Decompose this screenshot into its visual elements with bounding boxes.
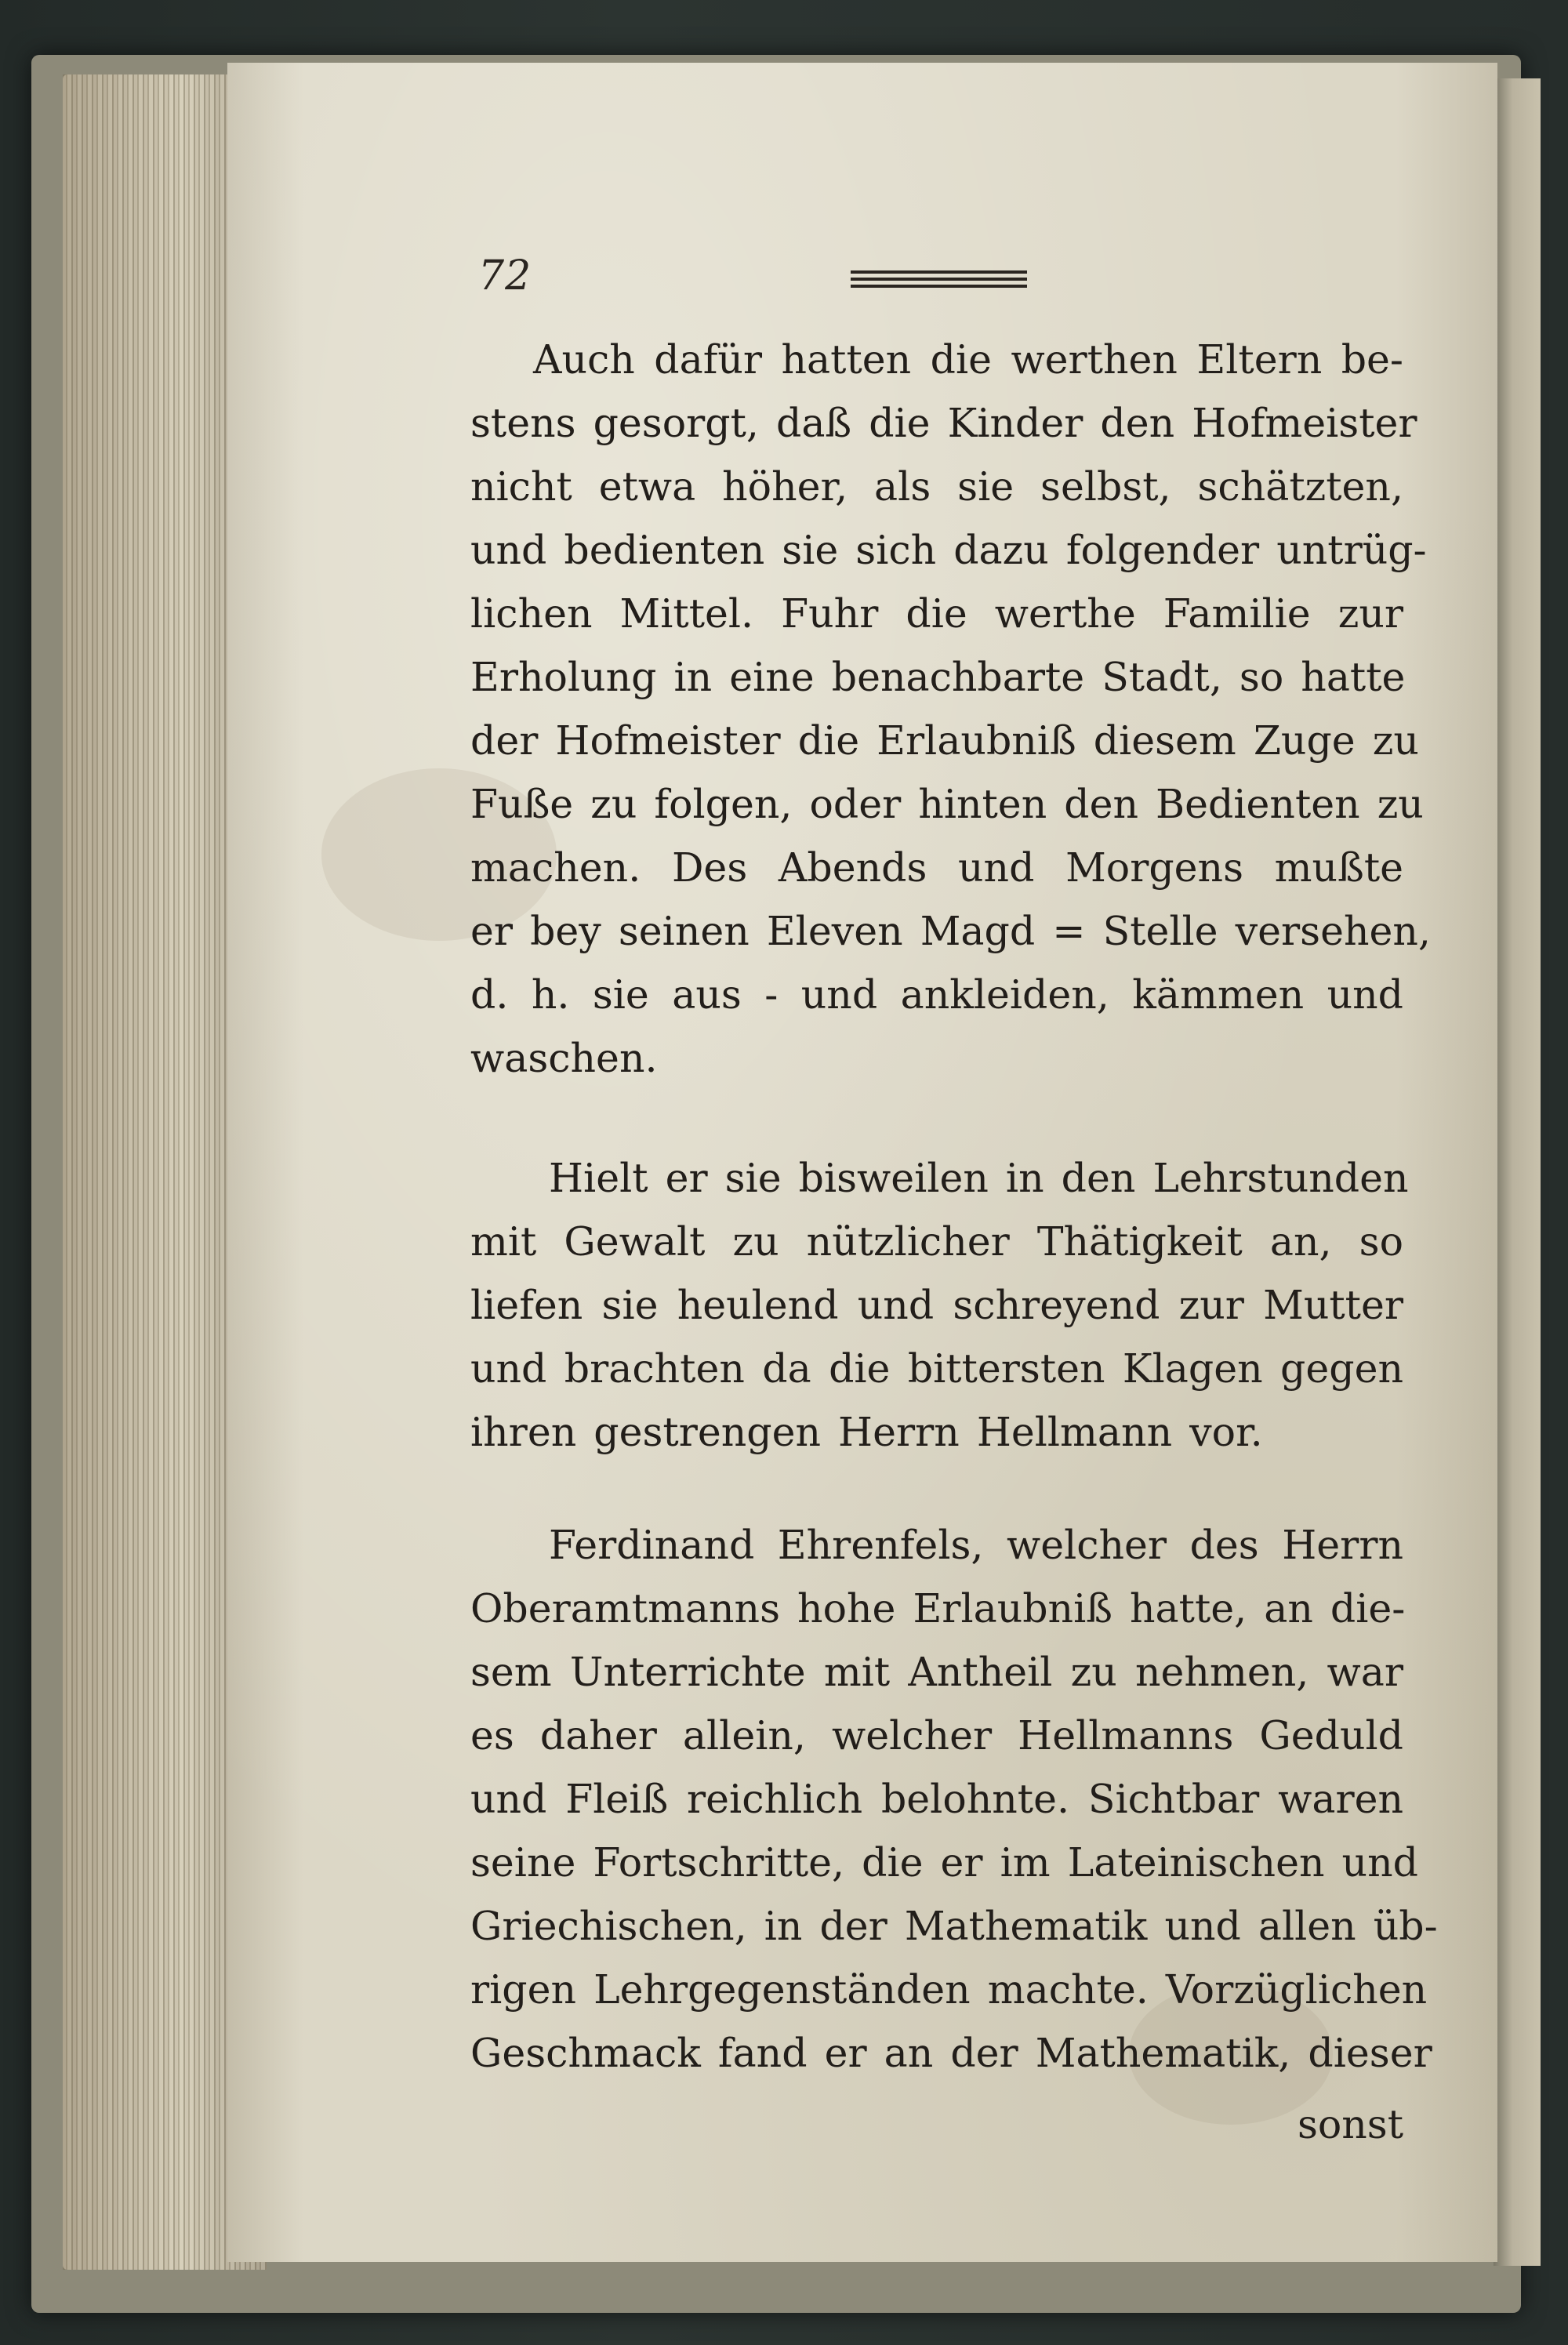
text-line: Griechischen, in der Mathematik und allen üb- xyxy=(470,1903,1438,1949)
text-line: mit Gewalt zu nützlicher Thätigkeit an, so xyxy=(470,1218,1403,1265)
text-line: Hielt er sie bisweilen in den Lehrstunden xyxy=(549,1155,1409,1201)
header-rule xyxy=(851,270,1027,289)
text-line: liefen sie heulend und schreyend zur Mutter xyxy=(470,1282,1403,1328)
text-line: es daher allein, welcher Hellmanns Geduld xyxy=(470,1712,1403,1759)
facing-page-edge xyxy=(1494,78,1541,2266)
text-line: d. h. sie aus - und ankleiden, kämmen und xyxy=(470,971,1403,1018)
text-line: nicht etwa höher, als sie selbst, schätzten, xyxy=(470,463,1403,510)
text-line: Fuße zu folgen, oder hinten den Bedienten zu xyxy=(470,781,1424,827)
catchword: sonst xyxy=(1297,2101,1403,2147)
text-line: der Hofmeister die Erlaubniß diesem Zuge zu xyxy=(470,717,1419,764)
text-line: Ferdinand Ehrenfels, welcher des Herrn xyxy=(549,1522,1403,1568)
text-line: machen. Des Abends und Morgens mußte xyxy=(470,844,1403,891)
text-line: Geschmack fand er an der Mathematik, dieser xyxy=(470,2030,1432,2076)
text-line: seine Fortschritte, die er im Lateinischen und xyxy=(470,1839,1418,1886)
text-line: und bedienten sie sich dazu folgender untrüg- xyxy=(470,527,1427,573)
text-line: stens gesorgt, daß die Kinder den Hofmeister xyxy=(470,400,1417,446)
page-number: 72 xyxy=(478,252,532,299)
text-line: sem Unterrichte mit Antheil zu nehmen, war xyxy=(470,1649,1403,1695)
text-line: Erholung in eine benachbarte Stadt, so hatte xyxy=(470,654,1406,700)
text-line: ihren gestrengen Herrn Hellmann vor. xyxy=(470,1409,1263,1455)
text-line: Auch dafür hatten die werthen Eltern be- xyxy=(533,336,1403,383)
text-line: rigen Lehrgegenständen machte. Vorzüglichen xyxy=(470,1966,1428,2013)
paragraph-2 xyxy=(470,1146,1409,1464)
text-line: und Fleiß reichlich belohnte. Sichtbar waren xyxy=(470,1776,1403,1822)
paragraph-1 xyxy=(470,328,1431,1090)
text-line: waschen. xyxy=(470,1035,658,1081)
text-line: Oberamtmanns hohe Erlaubniß hatte, an die- xyxy=(470,1585,1406,1632)
paragraph-3 xyxy=(470,1513,1438,2085)
text-line: er bey seinen Eleven Magd = Stelle versehen, xyxy=(470,908,1431,954)
text-line: lichen Mittel. Fuhr die werthe Familie zur xyxy=(470,590,1403,637)
text-line: und brachten da die bittersten Klagen gegen xyxy=(470,1345,1403,1392)
